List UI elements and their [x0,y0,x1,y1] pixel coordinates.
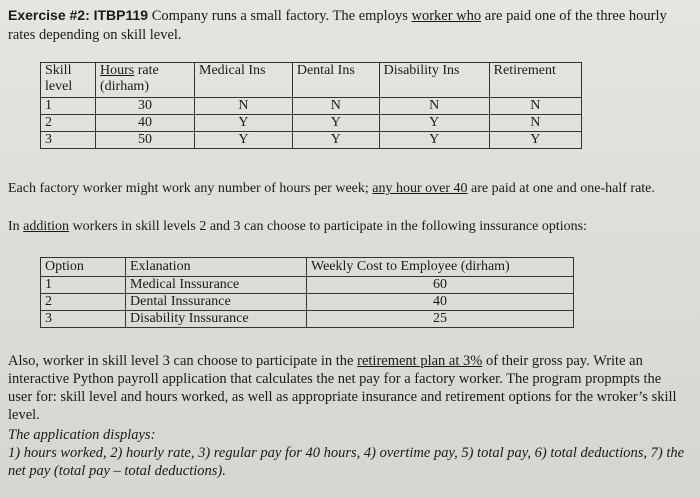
cell: 1 [41,277,126,294]
cell: Y [292,115,379,132]
cell: 60 [307,277,574,294]
cell: N [489,98,581,115]
cell: N [292,98,379,115]
cell: Y [195,115,293,132]
skill-rates-table [40,62,582,149]
displays-list: 1) hours worked, 2) hourly rate, 3) regular pay for 40 hours, 4) overtime pay, 5) total pay, 6) total deductions, 7) the net pay (total pay – total deductions). [8,445,685,479]
exercise-intro [8,6,696,45]
table-row [41,98,582,115]
cell: 40 [96,115,195,132]
header-weekly-cost: Weekly Cost to Employee (dirham) [307,258,574,277]
insurance-intro-paragraph: In addition workers in skill levels 2 and 3 can choose to participate in the following inssurance options: [8,219,587,234]
cell: Y [489,132,581,149]
cell: 2 [41,294,126,311]
insurance-options-table [40,257,574,328]
cell: 50 [96,132,195,149]
table-header-row [41,258,574,277]
cell: N [195,98,293,115]
exercise-label: Exercise #2: ITBP119 [8,7,149,23]
table-row [41,277,574,294]
cell: 30 [96,98,195,115]
intro-text-1: Company runs a small factory. The employs [148,8,412,24]
cell: Y [379,132,489,149]
cell: Y [379,115,489,132]
cell: 40 [307,294,574,311]
intro-underlined: worker who [411,8,482,24]
table-row [41,115,582,132]
table-row [41,294,574,311]
cell: 3 [41,311,126,328]
header-disability-ins: Disability Ins [379,63,489,98]
cell: N [489,115,581,132]
table-row [41,311,574,328]
displays-title: The application displays: [8,427,156,443]
displays-paragraph [8,426,688,480]
header-option: Option [41,258,126,277]
table-header-row [41,63,582,98]
cell: 25 [307,311,574,328]
cell: 3 [41,132,96,149]
cell: 2 [41,115,96,132]
header-explanation: Exlanation [126,258,307,277]
table-row [41,132,582,149]
header-retirement: Retirement [489,63,581,98]
header-hours-rate: Hours rate (dirham) [96,63,195,98]
header-skill-level: Skill level [41,63,96,98]
retirement-paragraph: Also, worker in skill level 3 can choose to participate in the retirement plan at 3% of their gross pay. Write an interactive Python payroll application that calculates the net pay for a factory worker. The program propmpts the user for: skill level and hours worked, as well as appropriate insurance and retirement options for the wroker’s skill level. [8,353,677,423]
header-medical-ins: Medical Ins [195,63,293,98]
cell: 1 [41,98,96,115]
header-dental-ins: Dental Ins [292,63,379,98]
cell: Dental Inssurance [126,294,307,311]
overtime-paragraph: Each factory worker might work any number of hours per week; any hour over 40 are paid at one and one-half rate. [8,181,655,196]
cell: Medical Inssurance [126,277,307,294]
cell: Y [292,132,379,149]
cell: Disability Inssurance [126,311,307,328]
cell: Y [195,132,293,149]
cell: N [379,98,489,115]
intro-text-2: are paid one of the three hourly rates depending on skill level. [8,8,667,43]
